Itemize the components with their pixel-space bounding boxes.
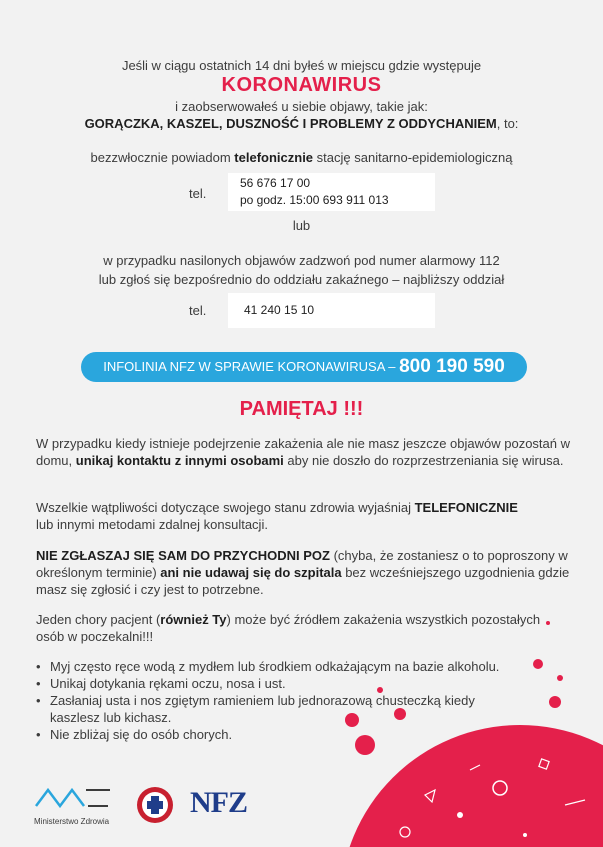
list-item: • Unikaj dotykania rękami oczu, nosa i ust. xyxy=(36,675,526,692)
alarm-line-2: lub zgłoś się bezpośrednio do oddziału zakaźnego – najbliższy oddział xyxy=(98,272,505,287)
phone-box-1 xyxy=(228,173,435,211)
p3-text-d: bez wcześniejszego uzgodnienia gdzie masz się zgłosić i czy jest to potrzebne. xyxy=(36,565,570,597)
phone-number-2[interactable]: 41 240 15 10 xyxy=(244,303,315,317)
infoline-number[interactable]: 800 190 590 xyxy=(399,356,505,377)
ministry-of-health-logo[interactable] xyxy=(34,784,124,824)
phone-number-after-hours[interactable]: po godz. 15:00 693 911 013 xyxy=(240,193,389,207)
p3-text-b: (chyba, że zostaniesz o to poproszony w określonym terminie) xyxy=(36,548,568,580)
intro-text: Jeśli w ciągu ostatnich 14 dni byłeś w miejscu gdzie występuje xyxy=(121,58,482,73)
list-item: • Zasłaniaj usta i nos zgiętym ramieniem lub jednorazową chusteczką kiedy kaszlesz lub kichasz. xyxy=(36,692,526,726)
tel-label-2: tel. xyxy=(189,303,207,318)
notify-bold: telefonicznie xyxy=(234,150,314,165)
notify-after: stację sanitarno-epidemiologiczną xyxy=(313,150,513,165)
page-title: KORONAWIRUS xyxy=(221,74,382,96)
p4-bold: również Ty xyxy=(160,612,227,627)
alarm-instruction xyxy=(0,251,603,289)
ministry-logo-icon xyxy=(34,784,118,808)
nfz-logo[interactable]: NFZ xyxy=(190,786,247,819)
paragraph-clinic-warning xyxy=(36,547,576,598)
hygiene-bullets xyxy=(36,658,526,743)
nfz-infoline-banner[interactable] xyxy=(81,352,527,382)
phone-box-2 xyxy=(228,293,435,328)
notify-instruction xyxy=(0,150,603,165)
p1-bold: unikaj kontaktu z innymi osobami xyxy=(75,453,284,468)
p1-text-c: aby nie doszło do rozprzestrzeniania się wirusa. xyxy=(283,453,564,468)
p4-text-a: Jeden chory pacjent ( xyxy=(36,612,161,627)
paragraph-isolation xyxy=(36,435,576,469)
p2-bold: TELEFONICZNIE xyxy=(414,500,518,515)
symptoms-list xyxy=(0,116,603,131)
remember-heading: PAMIĘTAJ !!! xyxy=(239,398,364,420)
symptoms-suffix: , to: xyxy=(496,116,519,131)
p3-bold-c: ani nie udawaj się do szpitala xyxy=(160,565,342,580)
p1-text-a: W przypadku kiedy istnieje podejrzenie zakażenia ale nie masz jeszcze objawów pozostań w domu, xyxy=(36,436,570,468)
list-item: • Nie zbliżaj się do osób chorych. xyxy=(36,726,526,743)
phone-number-1[interactable]: 56 676 17 00 xyxy=(240,176,311,190)
sanepid-emblem-icon xyxy=(136,786,174,824)
list-item: • Myj często ręce wodą z mydłem lub środkiem odkażającym na bazie alkoholu. xyxy=(36,658,526,675)
sanepid-emblem[interactable] xyxy=(136,786,174,824)
symptoms-intro: i zaobserwowałeś u siebie objawy, takie jak: xyxy=(175,99,428,114)
ministry-label: Ministerstwo Zdrowia xyxy=(34,817,110,826)
notify-before: bezzwłocznie powiadom xyxy=(90,150,235,165)
paragraph-phone-consult xyxy=(36,499,576,533)
p3-bold-a: NIE ZGŁASZAJ SIĘ SAM DO PRZYCHODNI POZ xyxy=(36,548,330,563)
tel-label-1: tel. xyxy=(189,186,207,201)
p4-text-c: ) może być źródłem zakażenia wszystkich pozostałych osób w poczekalni!!! xyxy=(36,612,541,644)
p2-text-c: lub innymi metodami zdalnej konsultacji. xyxy=(36,517,268,532)
infoline-text: INFOLINIA NFZ W SPRAWIE KORONAWIRUSA – xyxy=(103,359,400,374)
or-text: lub xyxy=(292,218,311,233)
symptoms-text: GORĄCZKA, KASZEL, DUSZNOŚĆ I PROBLEMY Z ODDYCHANIEM xyxy=(84,116,497,131)
paragraph-patient-source xyxy=(36,611,551,645)
alarm-line-1: w przypadku nasilonych objawów zadzwoń pod numer alarmowy 112 xyxy=(103,253,500,268)
p2-text-a: Wszelkie wątpliwości dotyczące swojego stanu zdrowia wyjaśniaj xyxy=(36,500,415,515)
